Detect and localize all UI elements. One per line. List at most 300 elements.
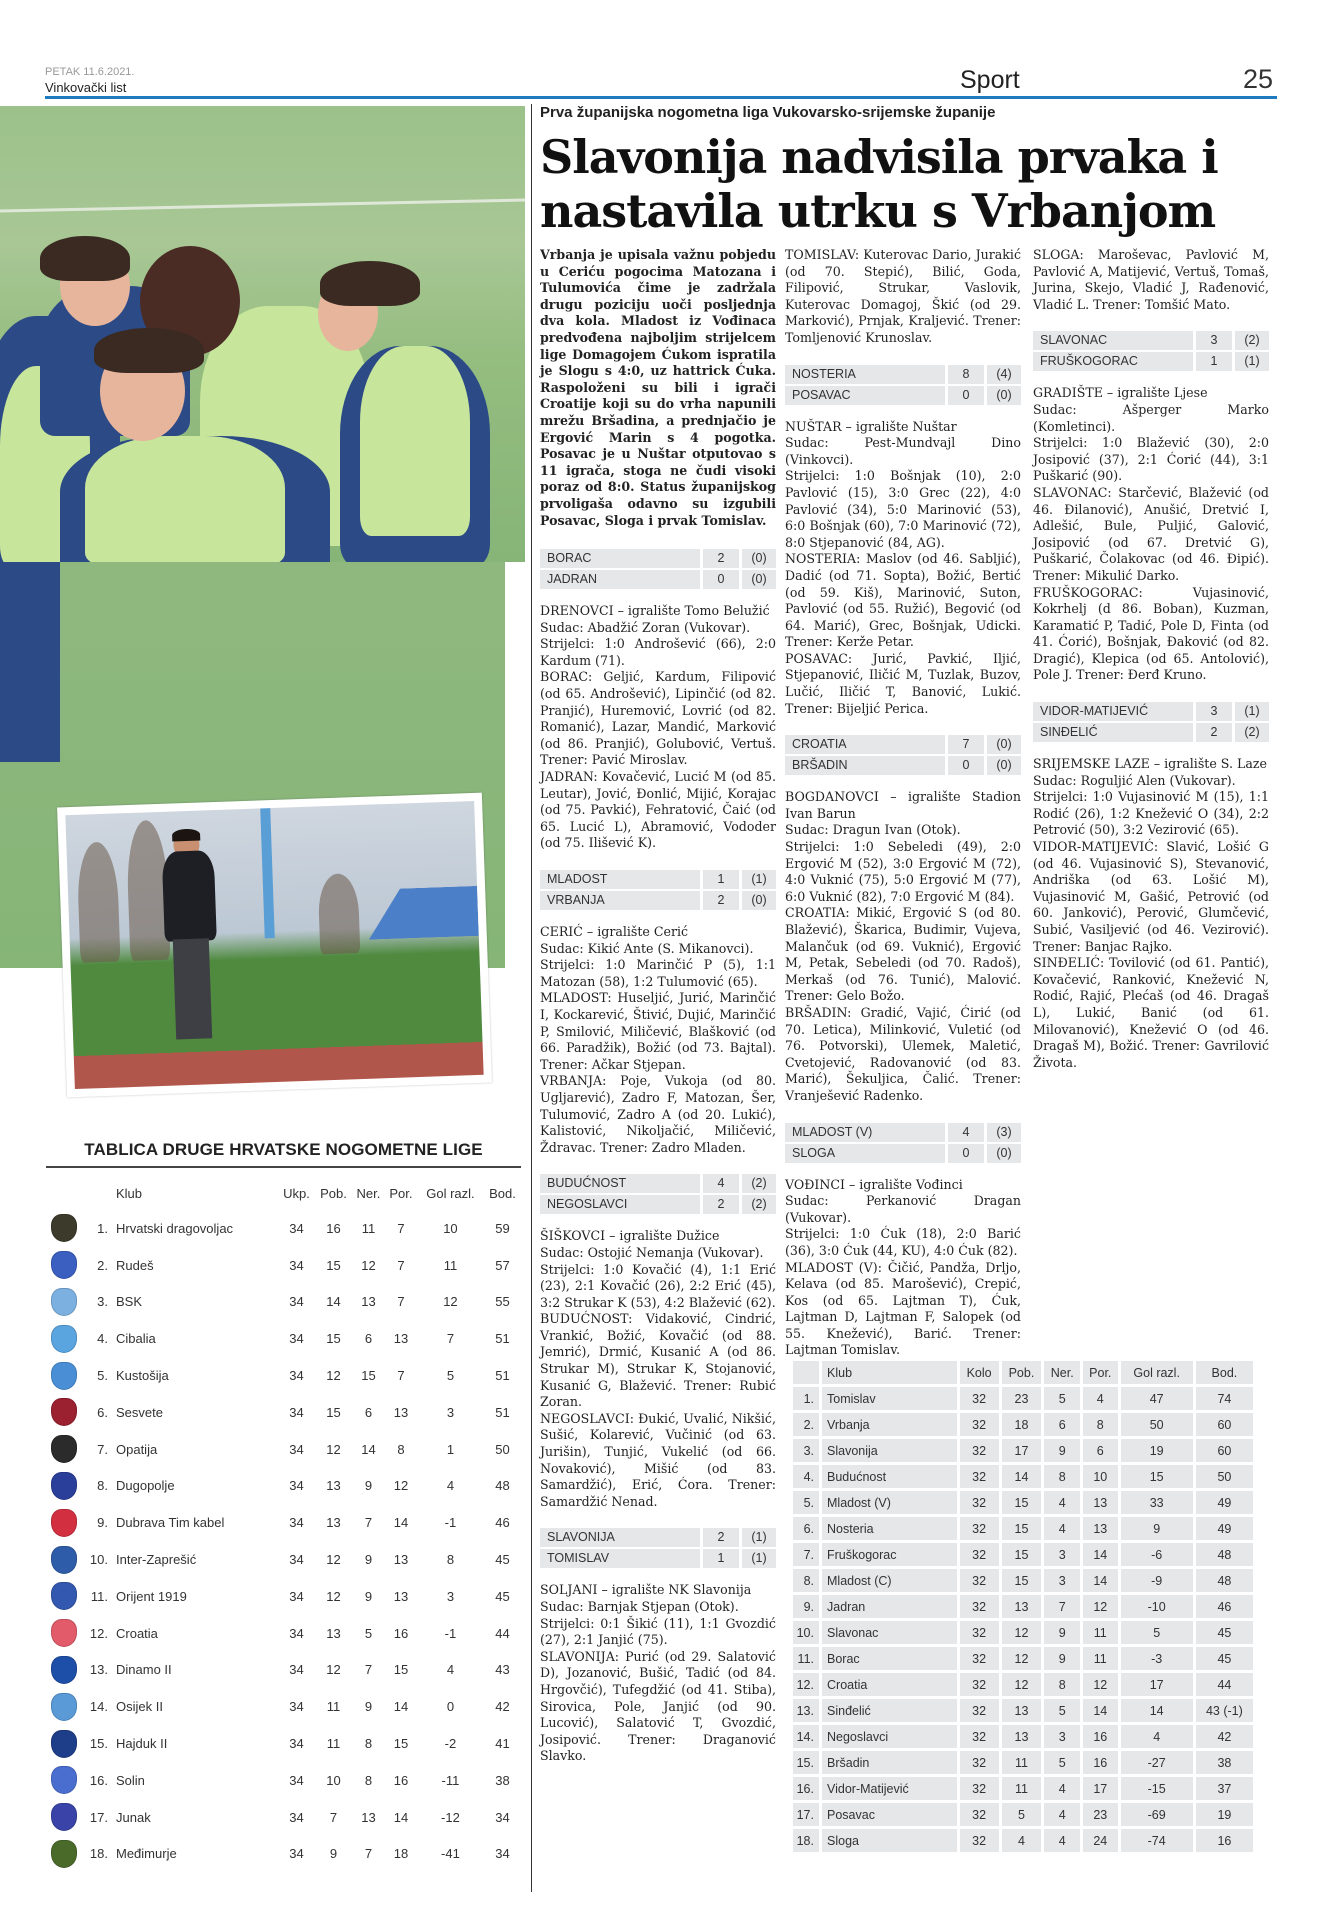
stat-p: 34 xyxy=(289,1588,304,1604)
scoreboard xyxy=(785,1123,1021,1163)
final-goals: 0 xyxy=(703,570,739,589)
newspaper-name: Vinkovački list xyxy=(45,80,127,95)
stat-d: 14 xyxy=(361,1441,376,1457)
score-row xyxy=(1033,702,1269,721)
table-row xyxy=(46,1652,521,1689)
stat-pts: 48 xyxy=(1196,1569,1253,1592)
stat-w: 12 xyxy=(326,1441,341,1457)
stat-pts: 50 xyxy=(1196,1465,1253,1488)
scoreboard xyxy=(785,365,1021,405)
club-name: Croatia xyxy=(116,1625,158,1641)
club-crest-icon xyxy=(51,1251,77,1279)
header-points: Bod. xyxy=(489,1185,516,1201)
club-crest-icon xyxy=(51,1619,77,1647)
club-crest-icon xyxy=(51,1435,77,1463)
header-draws: Ner. xyxy=(356,1185,381,1201)
stat-pts: 38 xyxy=(1196,1751,1253,1774)
team-name: NOSTERIA xyxy=(785,365,945,384)
stat-l: 12 xyxy=(1083,1595,1118,1618)
coach-hair xyxy=(172,829,200,842)
stat-p: 34 xyxy=(289,1441,304,1457)
stat-l: 4 xyxy=(1083,1387,1118,1410)
stat-w: 13 xyxy=(326,1515,341,1531)
table-row xyxy=(793,1673,1253,1696)
stat-pts: 45 xyxy=(1196,1647,1253,1670)
score-row xyxy=(785,1144,1021,1163)
venue: NUŠTAR – igralište Nuštar xyxy=(785,418,957,434)
rank: 10. xyxy=(793,1621,819,1644)
stat-w: 11 xyxy=(1002,1777,1042,1800)
home-lineup: NOSTERIA: Maslov (od 46. Sabljić), Dadić (od 71. Sopta), Božić, Bertić (od 59. Kiš), Marinović, Suton, Pavlović (od 55. Ružić), Begović (od 64. Marić), Grec, Bošnjak, Udicki. Trener: Kerže Petar. xyxy=(785,551,1021,650)
spacer xyxy=(540,1156,776,1174)
stat-l: 7 xyxy=(397,1220,405,1236)
table-row xyxy=(46,1468,521,1505)
stat-p: 32 xyxy=(960,1699,999,1722)
stat-p: 34 xyxy=(289,1772,304,1788)
stat-gd: -10 xyxy=(1121,1595,1193,1618)
stat-l: 14 xyxy=(393,1699,409,1715)
stat-l: 14 xyxy=(1083,1699,1118,1722)
score-row xyxy=(1033,331,1269,350)
table-title: TABLICA DRUGE HRVATSKE NOGOMETNE LIGE xyxy=(46,1140,521,1168)
header-goal-diff: Gol razl. xyxy=(1121,1361,1193,1384)
stat-pts: 44 xyxy=(1196,1673,1253,1696)
match-report xyxy=(785,365,1021,736)
stat-p: 32 xyxy=(960,1725,999,1748)
final-goals: 4 xyxy=(703,1174,739,1193)
coach-photo xyxy=(57,793,492,1098)
referee: Sudac: Dragun Ivan (Otok). xyxy=(785,822,961,838)
club-crest-icon xyxy=(51,1325,77,1353)
stat-w: 12 xyxy=(1002,1647,1042,1670)
stat-p: 32 xyxy=(960,1413,999,1436)
final-goals: 1 xyxy=(703,870,739,889)
table-row xyxy=(46,1725,521,1762)
venue: VOĐINCI – igralište Vođinci xyxy=(785,1176,963,1192)
stat-d: 7 xyxy=(1044,1595,1080,1618)
stat-p: 32 xyxy=(960,1491,999,1514)
stat-d: 7 xyxy=(364,1662,373,1678)
match-report xyxy=(1033,331,1269,702)
stat-w: 14 xyxy=(1002,1465,1042,1488)
stat-d: 15 xyxy=(361,1368,376,1384)
stat-gd: 0 xyxy=(446,1699,455,1715)
stat-d: 8 xyxy=(1044,1465,1080,1488)
team-name: BRŠADIN xyxy=(785,756,945,775)
club-crest-icon xyxy=(51,1472,77,1500)
score-row xyxy=(540,870,776,889)
stat-l: 6 xyxy=(1083,1439,1118,1462)
halftime-goals: (0) xyxy=(987,756,1021,775)
header-wins: Pob. xyxy=(1002,1361,1042,1384)
scorers: Strijelci: 1:0 Vujasinović M (15), 1:1 Rodić (26), 1:2 Knežević O (34), 2:2 Petrović (50), 3:2 Vezirović (65). xyxy=(1033,789,1269,838)
stat-d: 3 xyxy=(1044,1569,1080,1592)
rank: 3. xyxy=(793,1439,819,1462)
spacer xyxy=(540,1510,776,1528)
stat-l: 11 xyxy=(1083,1621,1118,1644)
table-row xyxy=(46,1799,521,1836)
stat-p: 34 xyxy=(289,1220,304,1236)
scoreboard xyxy=(540,549,776,589)
stat-l: 16 xyxy=(393,1772,409,1788)
stat-l: 16 xyxy=(1083,1751,1118,1774)
table-row xyxy=(793,1751,1253,1774)
coach-photo-image xyxy=(65,801,483,1089)
stat-w: 15 xyxy=(1002,1569,1042,1592)
table-row xyxy=(793,1725,1253,1748)
final-goals: 1 xyxy=(703,1549,739,1568)
player-hair xyxy=(40,236,130,281)
table-row xyxy=(46,1688,521,1725)
club-crest-icon xyxy=(51,1803,77,1831)
player-hair xyxy=(94,328,204,373)
rank: 9. xyxy=(97,1515,108,1531)
spacer xyxy=(1033,1071,1269,1089)
team-name: SINĐELIĆ xyxy=(1033,723,1193,742)
club-name: BSK xyxy=(116,1294,143,1310)
stat-gd: -12 xyxy=(441,1809,460,1825)
stat-p: 34 xyxy=(289,1736,304,1752)
referee: Sudac: Pest-Mundvajl Dino (Vinkovci). xyxy=(785,435,1021,467)
crest-cell xyxy=(46,1504,82,1541)
halftime-goals: (0) xyxy=(987,735,1021,754)
stat-l: 18 xyxy=(393,1846,409,1862)
club-crest-icon xyxy=(51,1509,77,1537)
stat-d: 4 xyxy=(1044,1777,1080,1800)
stat-gd: -2 xyxy=(444,1736,457,1752)
stat-w: 15 xyxy=(326,1331,341,1347)
club-crest-icon xyxy=(51,1766,77,1794)
stat-w: 12 xyxy=(1002,1621,1042,1644)
club-name: Inter-Zaprešić xyxy=(116,1552,197,1568)
stat-l: 13 xyxy=(393,1552,409,1568)
column-divider xyxy=(531,104,532,1892)
stat-pts: 41 xyxy=(495,1736,510,1752)
team-name: VRBANJA xyxy=(540,891,700,910)
stat-l: 13 xyxy=(1083,1517,1118,1540)
section-title: Sport xyxy=(960,66,1020,94)
table-row xyxy=(793,1439,1253,1462)
rank: 13. xyxy=(793,1699,819,1722)
away-lineup: NEGOSLAVCI: Đukić, Uvalić, Nikšić, Sušić, Kolarević, Vučinić (od 63. Jurišin), Tunjić, Vukelić (od 66. Novaković), Mišić (od 83. Samardžić), Erić, Ćora. Trener: Samardžić Nenad. xyxy=(540,1410,776,1509)
rank: 7. xyxy=(97,1441,108,1457)
final-goals: 0 xyxy=(948,386,984,405)
stat-pts: 74 xyxy=(1196,1387,1253,1410)
crest-cell xyxy=(46,1615,82,1652)
table-row xyxy=(793,1647,1253,1670)
rank: 12. xyxy=(793,1673,819,1696)
stat-gd: 17 xyxy=(1121,1673,1193,1696)
stat-w: 12 xyxy=(1002,1673,1042,1696)
stat-pts: 43 xyxy=(495,1662,510,1678)
venue: GRADIŠTE – igralište Ljese xyxy=(1033,385,1208,401)
table-row xyxy=(793,1517,1253,1540)
table-row xyxy=(46,1210,521,1247)
stat-l: 24 xyxy=(1083,1829,1118,1852)
stat-l: 14 xyxy=(1083,1543,1118,1566)
header-round: Kolo xyxy=(960,1361,999,1384)
stat-gd: 3 xyxy=(446,1588,455,1604)
halftime-goals: (4) xyxy=(987,365,1021,384)
final-goals: 8 xyxy=(948,365,984,384)
rank: 6. xyxy=(793,1517,819,1540)
stat-pts: 44 xyxy=(495,1625,510,1641)
stat-p: 32 xyxy=(960,1647,999,1670)
rank: 5. xyxy=(97,1368,108,1384)
rank: 3. xyxy=(97,1294,108,1310)
stat-gd: -9 xyxy=(1121,1569,1193,1592)
score-row xyxy=(785,365,1021,384)
spacer xyxy=(785,717,1021,735)
stat-gd: 4 xyxy=(446,1478,455,1494)
spacer xyxy=(540,1570,776,1582)
article-lead: Vrbanja je upisala važnu pobjedu u Ceriću pogocima Matozana i Tulumovića čime je zadržala drugu poziciju uoči posljednja dva kola. Mladost iz Vođinaca predvođena najboljim strijelcem lige Domagojem Ćukom ispratila je Slogu s 4:0, uz hattrick Ćuka. Raspoloženi su bili i igrači Croatije koji su do vrha napunili mrežu Bršadina, a prednjačio je Ergović Marin s 4 pogotka. Posavac je u Nuštar otputovao s 11 igrača, stoga ne čudi visoki poraz od 8:0. Status županijskog prvoligaša odavno su izgubili Posavac, Sloga i prvak Tomislav. xyxy=(540,247,776,528)
club-name: Bršadin xyxy=(822,1751,957,1774)
table-row xyxy=(46,1247,521,1284)
rank: 16. xyxy=(793,1777,819,1800)
stat-l: 13 xyxy=(1083,1491,1118,1514)
stat-d: 6 xyxy=(364,1404,373,1420)
table-body xyxy=(46,1210,521,1872)
stat-gd: 8 xyxy=(446,1552,455,1568)
final-goals: 0 xyxy=(948,1144,984,1163)
stat-pts: 46 xyxy=(1196,1595,1253,1618)
team-name: CROATIA xyxy=(785,735,945,754)
away-lineup: TOMISLAV: Kuterovac Dario, Jurakić (od 70. Stepić), Bilić, Goda, Filipović, Strukar, Vaslovik, Kuterovac Domagoj, Škić (od 29. Marković), Prnjak, Kraljević. Trener: Tomljenović Krunoslav. xyxy=(785,247,1021,345)
halftime-goals: (2) xyxy=(742,1174,776,1193)
stat-gd: -1 xyxy=(444,1515,457,1531)
stat-gd: 11 xyxy=(443,1257,458,1273)
club-name: Osijek II xyxy=(116,1699,163,1715)
halftime-goals: (1) xyxy=(742,1549,776,1568)
club-crest-icon xyxy=(51,1362,77,1390)
crest-cell xyxy=(46,1652,82,1689)
stat-d: 11 xyxy=(361,1220,376,1236)
stat-d: 3 xyxy=(1044,1543,1080,1566)
club-name: Hrvatski dragovoljac xyxy=(116,1220,234,1236)
final-goals: 2 xyxy=(1196,723,1232,742)
halftime-goals: (0) xyxy=(987,1144,1021,1163)
county-league-table xyxy=(790,1358,1256,1855)
spacer xyxy=(785,1165,1021,1177)
team-name: NEGOSLAVCI xyxy=(540,1195,700,1214)
stat-d: 9 xyxy=(1044,1439,1080,1462)
crest-cell xyxy=(46,1320,82,1357)
score-row xyxy=(1033,352,1269,371)
stat-p: 32 xyxy=(960,1387,999,1410)
club-crest-icon xyxy=(51,1582,77,1610)
stat-pts: 43 (-1) xyxy=(1196,1699,1253,1722)
club-name: Orijent 1919 xyxy=(116,1588,187,1604)
rank: 11. xyxy=(90,1588,108,1604)
spacer xyxy=(785,407,1021,419)
table-row xyxy=(46,1284,521,1321)
players-photo xyxy=(0,106,525,562)
header-losses: Por. xyxy=(1083,1361,1118,1384)
scoreboard xyxy=(540,1528,776,1568)
referee: Sudac: Roguljić Alen (Vukovar). xyxy=(1033,772,1236,788)
crest-cell xyxy=(46,1394,82,1431)
score-row xyxy=(785,756,1021,775)
score-row xyxy=(785,735,1021,754)
spacer xyxy=(540,912,776,924)
club-name: Negoslavci xyxy=(822,1725,957,1748)
stat-gd: 5 xyxy=(1121,1621,1193,1644)
club-name: Sloga xyxy=(822,1829,957,1852)
pitch-line xyxy=(0,199,525,213)
club-name: Slavonac xyxy=(822,1621,957,1644)
scorers: Strijelci: 1:0 Marinčić P (5), 1:1 Matozan (58), 1:2 Tulumović (65). xyxy=(540,957,776,989)
table-row xyxy=(793,1491,1253,1514)
stat-w: 4 xyxy=(1002,1829,1042,1852)
stat-p: 34 xyxy=(289,1846,304,1862)
venue: DRENOVCI – igralište Tomo Belužić xyxy=(540,603,770,619)
stat-l: 17 xyxy=(1083,1777,1118,1800)
stat-p: 34 xyxy=(289,1404,304,1420)
spacer xyxy=(540,852,776,870)
crest-cell xyxy=(46,1578,82,1615)
stat-l: 7 xyxy=(397,1294,405,1310)
home-lineup: BORAC: Geljić, Kardum, Filipović (od 65. Androšević), Lipinčić (od 82. Pranjić), Huremović, Lovrić (od 82. Romanić), Lazar, Mandić, Marković (od 86. Pranjić), Golubović, Vertuš. Trener: Pavić Miroslav. xyxy=(540,669,776,768)
table-row xyxy=(46,1836,521,1873)
stat-l: 15 xyxy=(393,1736,409,1752)
stat-w: 11 xyxy=(326,1736,341,1752)
rank: 6. xyxy=(97,1404,108,1420)
page-number: 25 xyxy=(1242,64,1273,94)
stat-gd: -3 xyxy=(1121,1647,1193,1670)
score-row xyxy=(540,1195,776,1214)
team-name: MLADOST xyxy=(540,870,700,889)
rank: 12. xyxy=(89,1625,108,1641)
stat-p: 32 xyxy=(960,1673,999,1696)
table-row xyxy=(793,1465,1253,1488)
stat-d: 13 xyxy=(361,1809,376,1825)
stat-w: 23 xyxy=(1002,1387,1042,1410)
table-body xyxy=(793,1387,1253,1852)
header-club: Klub xyxy=(822,1361,957,1384)
stat-p: 34 xyxy=(289,1552,304,1568)
rank: 5. xyxy=(793,1491,819,1514)
club-name: Croatia xyxy=(822,1673,957,1696)
stat-w: 13 xyxy=(1002,1699,1042,1722)
team-name: MLADOST (V) xyxy=(785,1123,945,1142)
stat-d: 9 xyxy=(364,1478,373,1494)
match-report xyxy=(785,1123,1021,1360)
final-goals: 4 xyxy=(948,1123,984,1142)
stat-gd: -15 xyxy=(1121,1777,1193,1800)
venue: SOLJANI – igralište NK Slavonija xyxy=(540,1582,752,1598)
score-row xyxy=(785,386,1021,405)
stat-pts: 51 xyxy=(495,1331,510,1347)
stat-l: 23 xyxy=(1083,1803,1118,1826)
crest-cell xyxy=(46,1762,82,1799)
stat-l: 16 xyxy=(393,1625,409,1641)
table-row xyxy=(793,1621,1253,1644)
club-name: Opatija xyxy=(116,1441,158,1457)
away-lineup: BRŠADIN: Gradić, Vajić, Ćirić (od 70. Letica), Milinković, Vuletić (od 76. Potvorski), Ulemek, Maletić, Cvetojević, Radovanović (od 83. Marić), Šekuljica, Čalić. Trener: Vranješević Radenko. xyxy=(785,1004,1021,1103)
club-name: Dubrava Tim kabel xyxy=(116,1515,225,1531)
team-name: FRUŠKOGORAC xyxy=(1033,352,1193,371)
away-lineup: FRUŠKOGORAC: Vujasinović, Kokrhelj (d 86. Boban), Kuzman, Karamatić P, Tadić, Pole D, Finta (od 41. Ćorić), Bošnjak, Đaković (od 82. Dragić), Klepica (od 65. Antolović), Pole J. Trener: Đerđ Kruno. xyxy=(1033,584,1269,683)
floodlight-pole xyxy=(260,808,275,938)
stat-gd: 15 xyxy=(1121,1465,1193,1488)
club-crest-icon xyxy=(51,1656,77,1684)
stat-w: 12 xyxy=(326,1662,341,1678)
spacer xyxy=(1033,313,1269,331)
article-kicker: Prva županijska nogometna liga Vukovarsko-srijemske županije xyxy=(540,104,996,121)
spacer xyxy=(1033,744,1269,756)
header-wins: Pob. xyxy=(320,1185,347,1201)
stat-w: 11 xyxy=(1002,1751,1042,1774)
crest-cell xyxy=(46,1836,82,1873)
stat-w: 17 xyxy=(1002,1439,1042,1462)
stat-w: 13 xyxy=(326,1478,341,1494)
away-lineup: SINĐELIĆ: Tovilović (od 61. Pantić), Kovačević, Ranković, Knežević N, Rodić, Rajić, Plećaš (od 46. Dragaš L), Lukić, Banić (od 61. Milovanović), Knežević O (od 46. Dragaš M), Božić. Trener: Gavrilović Života. xyxy=(1033,955,1269,1070)
club-crest-icon xyxy=(51,1693,77,1721)
halftime-goals: (0) xyxy=(987,386,1021,405)
team-name: SLAVONAC xyxy=(1033,331,1193,350)
stat-w: 12 xyxy=(326,1588,341,1604)
table-row xyxy=(793,1387,1253,1410)
home-lineup: BUDUĆNOST: Vidaković, Cindrić, Vrankić, Božić, Kovačić (od 88. Jemrić), Drmić, Kusanić A (od 86. Strukar M), Strukar K, Stojanović, Kusanić G, Blažević. Trener: Rubić Zoran. xyxy=(540,1311,776,1410)
club-crest-icon xyxy=(51,1288,77,1316)
rank: 18. xyxy=(793,1829,819,1852)
rank: 18. xyxy=(89,1846,108,1862)
stat-p: 34 xyxy=(289,1625,304,1641)
away-lineup: VRBANJA: Poje, Vukoja (od 80. Ugljarević), Zadro F, Matozan, Šer, Tulumović, Zadro A (od 20. Lukić), Kalistović, Nikoljačić, Miličević, Ždravac. Trener: Zadro Mladen. xyxy=(540,1073,776,1155)
crest-cell xyxy=(46,1799,82,1836)
stat-pts: 48 xyxy=(1196,1543,1253,1566)
club-name: Sinđelić xyxy=(822,1699,957,1722)
stat-pts: 45 xyxy=(495,1552,510,1568)
match-report-continued xyxy=(1033,247,1269,331)
stat-gd: -6 xyxy=(1121,1543,1193,1566)
rank: 9. xyxy=(793,1595,819,1618)
club-name: Mladost (V) xyxy=(822,1491,957,1514)
stat-l: 13 xyxy=(393,1588,409,1604)
stat-w: 16 xyxy=(326,1220,341,1236)
stat-d: 9 xyxy=(1044,1647,1080,1670)
rank: 11. xyxy=(793,1647,819,1670)
crest-cell xyxy=(46,1468,82,1505)
stat-pts: 34 xyxy=(495,1846,510,1862)
stat-p: 34 xyxy=(289,1515,304,1531)
score-row xyxy=(785,1123,1021,1142)
stat-pts: 60 xyxy=(1196,1439,1253,1462)
scorers: Strijelci: 1:0 Bošnjak (10), 2:0 Pavlović (15), 3:0 Grec (22), 4:0 Pavlović (34), 5:0 Marinović (53), 6:0 Bošnjak (60), 7:0 Marinović (72), 8:0 Stjepanović (84, AG). xyxy=(785,468,1021,550)
stat-l: 12 xyxy=(393,1478,409,1494)
team-name: SLOGA xyxy=(785,1144,945,1163)
table-row xyxy=(46,1615,521,1652)
coach-jacket xyxy=(162,850,217,942)
table-row xyxy=(46,1762,521,1799)
stat-l: 10 xyxy=(1083,1465,1118,1488)
stat-pts: 48 xyxy=(495,1478,510,1494)
stat-w: 11 xyxy=(326,1699,341,1715)
stat-l: 16 xyxy=(1083,1725,1118,1748)
stat-d: 5 xyxy=(1044,1699,1080,1722)
stat-gd: -27 xyxy=(1121,1751,1193,1774)
crest-cell xyxy=(46,1357,82,1394)
stat-pts: 57 xyxy=(495,1257,510,1273)
scorers: Strijelci: 1:0 Kovačić (4), 1:1 Erić (23), 2:1 Kovačić (26), 2:2 Erić (45), 3:2 Strukar K (53), 4:2 Blažević (62). xyxy=(540,1261,776,1310)
final-goals: 3 xyxy=(1196,702,1232,721)
article-column-1 xyxy=(540,247,776,1765)
stat-w: 15 xyxy=(1002,1491,1042,1514)
stat-p: 34 xyxy=(289,1331,304,1347)
rank: 1. xyxy=(793,1387,819,1410)
stat-p: 34 xyxy=(289,1478,304,1494)
